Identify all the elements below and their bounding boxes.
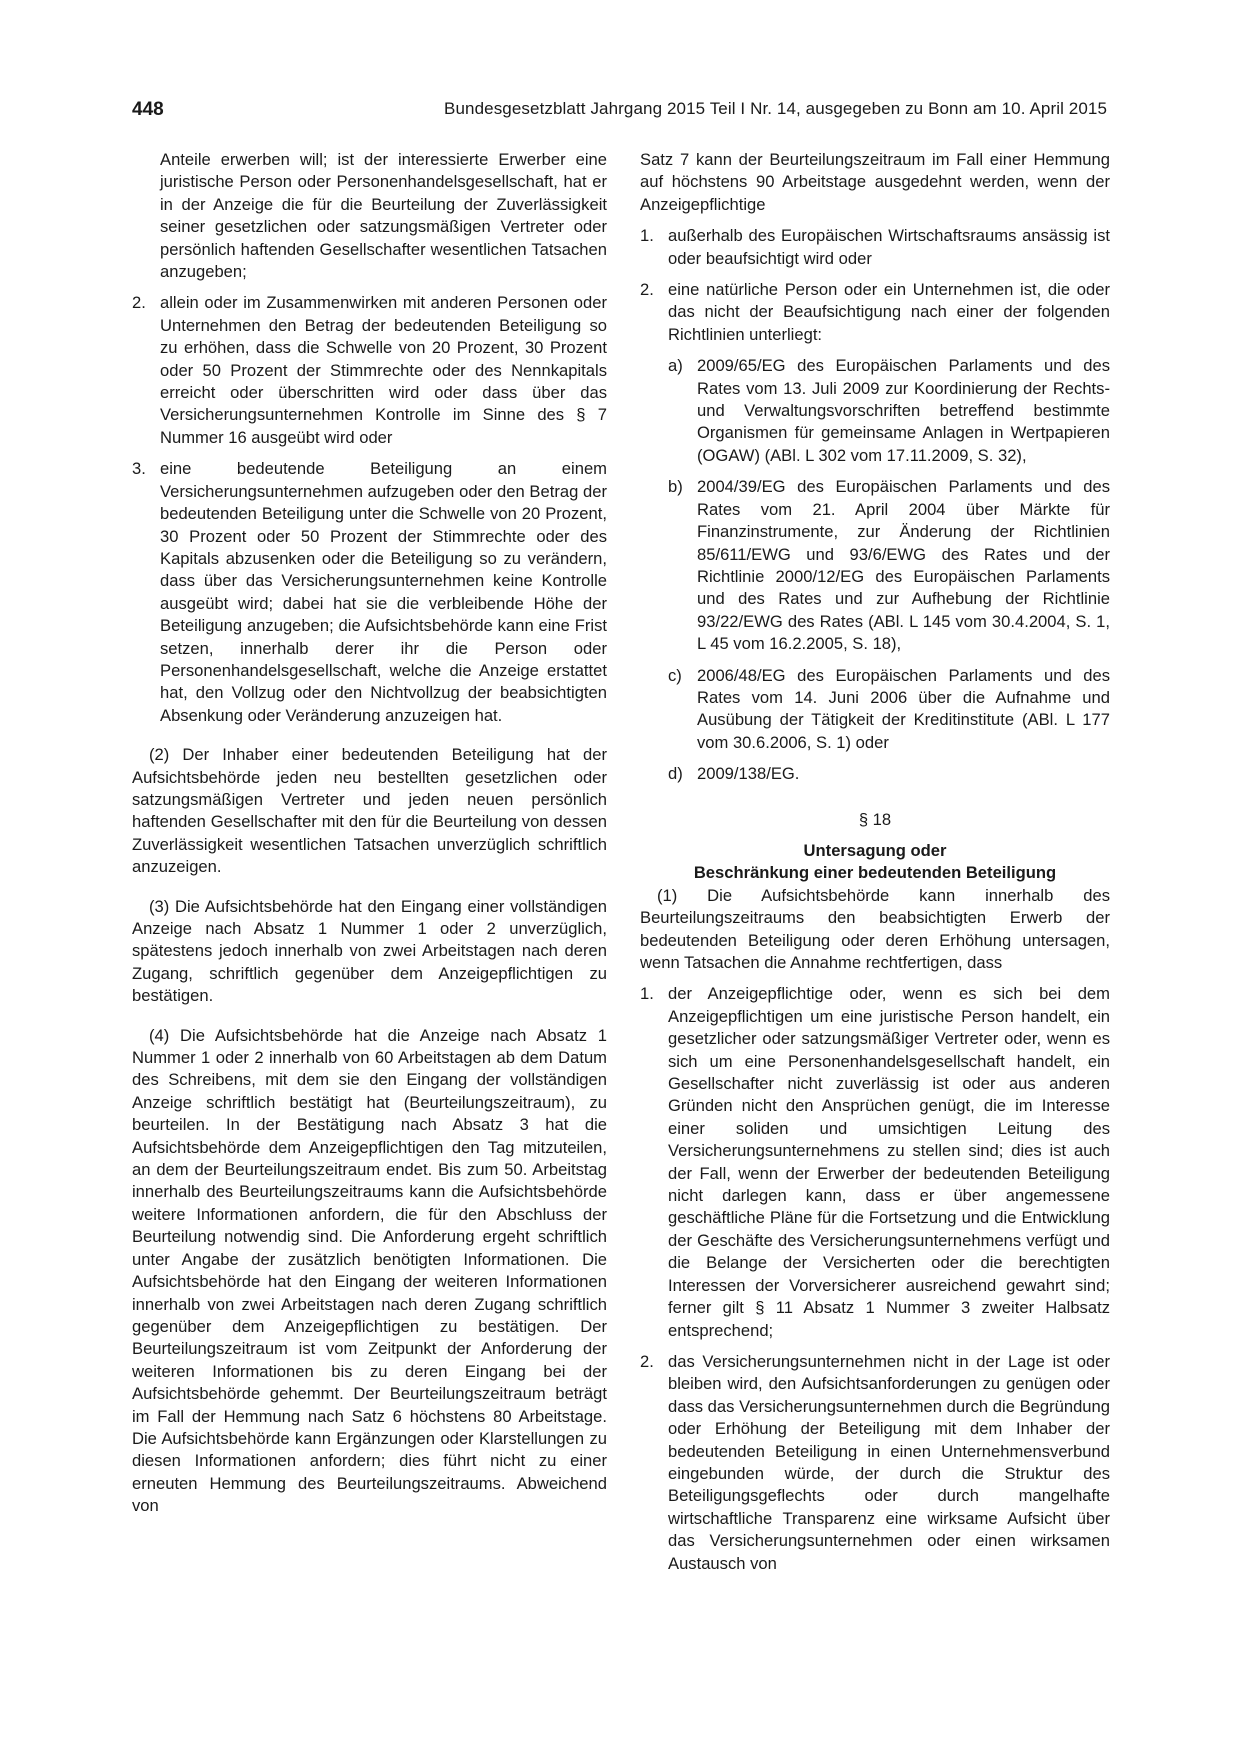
list-item (640, 279, 1110, 346)
running-head: Bundesgesetzblatt Jahrgang 2015 Teil I Nr. 14, ausgegeben zu Bonn am 10. April 2015 (444, 99, 1107, 118)
section-title-line1: Untersagung oder (803, 840, 947, 860)
item-text: außerhalb des Europäischen Wirtschaftsraums ansässig ist oder beaufsichtigt wird oder (668, 226, 1110, 268)
page-header (132, 99, 1107, 127)
item-number: 2. (640, 280, 654, 300)
list-item (132, 292, 607, 449)
item-number: 1. (640, 984, 654, 1004)
continued-item-text: Anteile erwerben will; ist der interessierte Erwerber eine juristische Person oder Personenhandelsgesellschaft, hat er in der Anzeige die für die Beurteilung der Zuverlässigkeit seiner gesetzlichen oder satzungsmäßigen Vertreter oder persönlich haftenden Gesellschafter wesentlichen Tatsachen anzugeben; (160, 150, 607, 282)
list-item (132, 458, 607, 727)
paragraph-4: (4) Die Aufsichtsbehörde hat die Anzeige nach Absatz 1 Nummer 1 oder 2 innerhalb von 60 Arbeitstagen ab dem Datum des Schreibens, mit dem sie den Eingang der vollständigen Anzeige schriftlich bestätigt hat (Beurteilungszeitraum), zu beurteilen. In der Bestätigung nach Absatz 3 hat die Aufsichtsbehörde dem Anzeigepflichtigen den Tag mitzuteilen, an dem der Beurteilungszeitraum endet. Bis zum 50. Arbeitstag innerhalb des Beurteilungszeitraums kann die Aufsichtsbehörde weitere Informationen anfordern, die für den Abschluss der Beurteilung notwendig sind. Die Anforderung ergeht schriftlich unter Angabe der zusätzlich benötigten Informationen. Die Aufsichtsbehörde hat den Eingang der weiteren Informationen innerhalb von zwei Arbeitstagen nach deren Zugang schriftlich gegenüber dem Anzeigepflichtigen zu bestätigen. Der Beurteilungszeitraum ist vom Zeitpunkt der Anforderung der weiteren Informationen bis zu deren Eingang bei der Aufsichtsbehörde gehemmt. Der Beurteilungszeitraum beträgt im Fall der Hemmung nach Satz 6 höchstens 80 Arbeitstage. Die Aufsichtsbehörde kann Ergänzungen oder Klarstellungen zu diesen Informationen anfordern; dies führt nicht zu einer erneuten Hemmung des Beurteilungszeitraums. Abweichend von (132, 1025, 607, 1516)
sub-item (640, 665, 1110, 755)
item-text: allein oder im Zusammenwirken mit anderen Personen oder Unternehmen den Betrag der bedeutenden Beteiligung so zu erhöhen, dass die Schwelle von 20 Prozent, 30 Prozent oder 50 Prozent der Stimmrechte oder des Nennkapitals erreicht oder überschritten wird oder dass über das Versicherungsunternehmen Kontrolle im Sinne des § 7 Nummer 16 ausgeübt wird oder (160, 293, 607, 447)
item-number: 3. (132, 459, 146, 479)
intro-text: Satz 7 kann der Beurteilungszeitraum im Fall einer Hemmung auf höchstens 90 Arbeitstage ausgedehnt werden, wenn der Anzeigepflichtige (640, 150, 1110, 214)
sub-item-letter: a) (668, 356, 683, 376)
item-number: 2. (640, 1351, 654, 1371)
sub-item-text: 2006/48/EG des Europäischen Parlaments und des Rates vom 14. Juni 2006 über die Aufnahme und Ausübung der Tätigkeit der Kreditinstitute (ABl. L 177 vom 30.6.2006, S. 1) oder (697, 665, 1110, 752)
sub-item-text: 2009/65/EG des Europäischen Parlaments und des Rates vom 13. Juli 2009 zur Koordinierung der Rechts- und Verwaltungsvorschriften betreffend bestimmte Organismen für gemeinsame Anlagen in Wertpapieren (OGAW) (ABl. L 302 vom 17.11.2009, S. 32), (697, 356, 1110, 465)
right-column (640, 149, 1110, 1575)
sub-item (640, 763, 1110, 785)
left-column (132, 149, 607, 1518)
item-number: 2. (132, 293, 146, 313)
paragraph-2: (2) Der Inhaber einer bedeutenden Beteiligung hat der Aufsichtsbehörde jeden neu bestellten gesetzlichen oder satzungsmäßigen Vertreter und jeden neuen persönlich haftenden Gesellschafter mit den für die Beurteilung von dessen Zuverlässigkeit wesentlichen Tatsachen unverzüglich schriftlich anzuzeigen. (132, 745, 607, 877)
list-item (640, 1351, 1110, 1575)
page-number: 448 (132, 99, 164, 120)
paragraph-3: (3) Die Aufsichtsbehörde hat den Eingang einer vollständigen Anzeige nach Absatz 1 Nummer 1 oder 2 unverzüglich, spätestens jedoch innerhalb von zwei Arbeitstagen nach deren Zugang, schriftlich gegenüber dem Anzeigepflichtigen zu bestätigen. (132, 896, 607, 1006)
sub-item-letter: c) (668, 665, 682, 685)
item-text: das Versicherungsunternehmen nicht in der Lage ist oder bleiben wird, den Aufsichtsanforderungen zu genügen oder dass das Versicherungsunternehmen durch die Begründung oder Erhöhung der Beteiligung mit dem Inhaber der bedeutenden Beteiligung in einen Unternehmensverbund eingebunden würde, der durch die Struktur des Beteiligungsgeflechts oder durch mangelhafte wirtschaftliche Transparenz eine wirksame Aufsicht über das Versicherungsunternehmen oder einen wirksamen Austausch von (668, 1351, 1110, 1573)
sub-item-text: 2004/39/EG des Europäischen Parlaments und des Rates vom 21. April 2004 über Märkte für Finanzinstrumente, zur Änderung der Richtlinien 85/611/EWG und 93/6/EWG des Rates und der Richtlinie 2000/12/EG des Europäischen Parlaments und des Rates und zur Aufhebung der Richtlinie 93/22/EWG des Rates (ABl. L 145 vom 30.4.2004, S. 1, L 45 vom 16.2.2005, S. 18), (697, 477, 1110, 654)
sub-item-letter: d) (668, 764, 683, 784)
sub-item-letter: b) (668, 477, 683, 497)
sub-item-text: 2009/138/EG. (697, 764, 800, 784)
section-number: § 18 (858, 809, 892, 829)
item-text: eine bedeutende Beteiligung an einem Versicherungsunternehmen aufzugeben oder den Betrag der bedeutenden Beteiligung unter die Schwelle von 20 Prozent, 30 Prozent oder 50 Prozent der Stimmrechte oder des Kapitals abzusenken oder die Beteiligung so zu verändern, dass über das Versicherungsunternehmen keine Kontrolle ausgeübt wird; dabei hat sie die verbleibende Höhe der Beteiligung anzugeben; die Aufsichtsbehörde kann eine Frist setzen, innerhalb derer ihr die Person oder Personenhandelsgesellschaft, welche die Anzeige erstattet hat, den Vollzug oder den Nichtvollzug der beabsichtigten Absenkung oder Veränderung anzuzeigen hat. (160, 459, 607, 725)
section-title-line2: Beschränkung einer bedeutenden Beteiligung (693, 863, 1057, 883)
item-number: 1. (640, 226, 654, 246)
list-item (640, 225, 1110, 270)
item-text: der Anzeigepflichtige oder, wenn es sich bei dem Anzeigepflichtigen um eine juristische Person handelt, ein gesetzlicher oder satzungsmäßiger Vertreter oder, wenn es sich um eine Personenhandelsgesellschaft handelt, ein Gesellschafter nicht zuverlässig ist oder aus anderen Gründen nicht den Ansprüchen genügt, die im Interesse einer soliden und umsichtigen Leitung des Versicherungsunternehmens zu stellen sind; dies ist auch der Fall, wenn der Erwerber der bedeutenden Beteiligung nicht darlegen kann, dass er über angemessene geschäftliche Pläne für die Fortsetzung und die Entwicklung der Geschäfte des Versicherungsunternehmens verfügt und die Belange der Versicherten oder die berechtigten Interessen der Vorversicherer ausreichend gewahrt sind; ferner gilt § 11 Absatz 1 Nummer 3 zweiter Halbsatz entsprechend; (668, 984, 1110, 1340)
list-item (640, 983, 1110, 1342)
sub-item (640, 476, 1110, 655)
section-paragraph-1: (1) Die Aufsichtsbehörde kann innerhalb des Beurteilungszeitraums den beabsichtigten Erwerb der bedeutenden Beteiligung oder deren Erhöhung untersagen, wenn Tatsachen die Annahme rechtfertigen, dass (640, 885, 1110, 972)
sub-item (640, 355, 1110, 467)
item-text: eine natürliche Person oder ein Unternehmen ist, die oder das nicht der Beaufsichtigung nach einer der folgenden Richtlinien unterliegt: (668, 280, 1110, 344)
